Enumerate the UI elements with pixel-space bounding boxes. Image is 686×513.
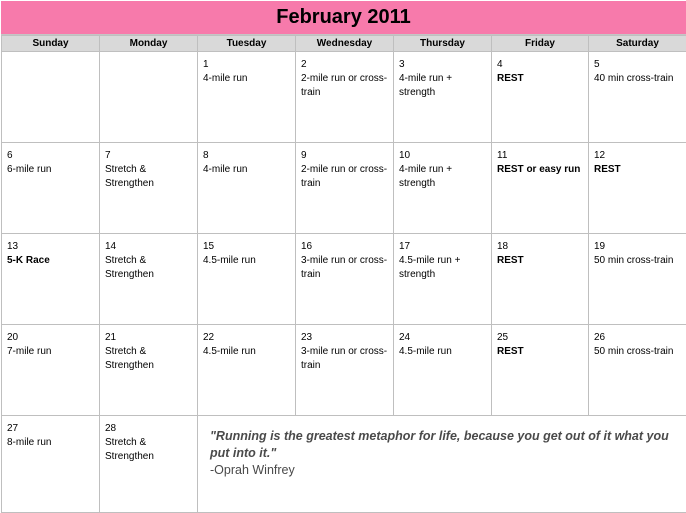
day-cell	[394, 143, 492, 234]
day-cell	[492, 234, 589, 325]
day-activity: 3-mile run or cross-train	[301, 254, 388, 282]
day-cell	[589, 234, 686, 325]
day-activity: 4-mile run + strength	[399, 163, 486, 191]
weekday-wednesday: Wednesday	[296, 36, 394, 52]
week-row	[2, 416, 686, 513]
day-number: 13	[7, 240, 94, 254]
day-cell	[589, 52, 686, 143]
quote-text: "Running is the greatest metaphor for life, because you get out of it what you put into it."	[210, 428, 676, 462]
day-activity: 4-mile run	[203, 163, 290, 177]
day-cell	[394, 325, 492, 416]
day-number: 5	[594, 58, 681, 72]
day-number: 19	[594, 240, 681, 254]
day-activity: REST	[497, 254, 583, 268]
day-activity: 3-mile run or cross-train	[301, 345, 388, 373]
day-cell	[394, 234, 492, 325]
day-cell	[100, 52, 198, 143]
day-number: 4	[497, 58, 583, 72]
day-cell	[394, 52, 492, 143]
day-activity: 2-mile run or cross-train	[301, 72, 388, 100]
day-activity: 4.5-mile run	[399, 345, 486, 359]
day-activity: 4.5-mile run + strength	[399, 254, 486, 282]
day-number: 17	[399, 240, 486, 254]
day-activity: 4-mile run + strength	[399, 72, 486, 100]
day-number: 24	[399, 331, 486, 345]
day-number: 3	[399, 58, 486, 72]
day-number: 12	[594, 149, 681, 163]
day-cell	[2, 234, 100, 325]
day-number: 15	[203, 240, 290, 254]
day-cell	[296, 52, 394, 143]
day-activity: 5-K Race	[7, 254, 94, 268]
day-number: 27	[7, 422, 94, 436]
day-number: 28	[105, 422, 192, 436]
day-cell	[492, 52, 589, 143]
day-number: 2	[301, 58, 388, 72]
weekday-header-row	[2, 36, 686, 52]
quote-cell	[198, 416, 686, 513]
week-row	[2, 52, 686, 143]
day-cell	[296, 325, 394, 416]
day-number: 6	[7, 149, 94, 163]
day-number: 23	[301, 331, 388, 345]
day-number: 10	[399, 149, 486, 163]
day-activity: 8-mile run	[7, 436, 94, 450]
day-number: 21	[105, 331, 192, 345]
day-activity: 7-mile run	[7, 345, 94, 359]
day-activity: 50 min cross-train	[594, 254, 681, 268]
day-number: 22	[203, 331, 290, 345]
day-activity: REST or easy run	[497, 163, 583, 177]
day-cell	[2, 325, 100, 416]
day-number: 7	[105, 149, 192, 163]
day-cell	[589, 325, 686, 416]
day-number: 9	[301, 149, 388, 163]
day-activity: 50 min cross-train	[594, 345, 681, 359]
day-cell	[2, 52, 100, 143]
day-cell	[2, 143, 100, 234]
day-number: 11	[497, 149, 583, 163]
day-number: 8	[203, 149, 290, 163]
day-number: 1	[203, 58, 290, 72]
weekday-friday: Friday	[492, 36, 589, 52]
day-cell	[2, 416, 100, 513]
day-activity: 6-mile run	[7, 163, 94, 177]
weekday-saturday: Saturday	[589, 36, 686, 52]
day-number: 25	[497, 331, 583, 345]
day-activity: REST	[497, 345, 583, 359]
day-cell	[100, 416, 198, 513]
day-activity: REST	[497, 72, 583, 86]
day-cell	[198, 143, 296, 234]
week-row	[2, 143, 686, 234]
weekday-thursday: Thursday	[394, 36, 492, 52]
day-activity: 4-mile run	[203, 72, 290, 86]
weekday-sunday: Sunday	[2, 36, 100, 52]
day-number: 14	[105, 240, 192, 254]
day-number: 20	[7, 331, 94, 345]
day-cell	[296, 234, 394, 325]
week-row	[2, 234, 686, 325]
day-activity: Stretch & Strengthen	[105, 163, 192, 191]
quote-author: -Oprah Winfrey	[210, 462, 676, 478]
day-activity: Stretch & Strengthen	[105, 345, 192, 373]
day-cell	[296, 143, 394, 234]
day-activity: REST	[594, 163, 681, 177]
weekday-tuesday: Tuesday	[198, 36, 296, 52]
day-cell	[100, 234, 198, 325]
calendar-title: February 2011	[1, 1, 686, 35]
day-activity: 4.5-mile run	[203, 345, 290, 359]
day-cell	[492, 143, 589, 234]
day-cell	[100, 143, 198, 234]
calendar-body	[2, 52, 686, 513]
day-cell	[100, 325, 198, 416]
day-activity: 2-mile run or cross-train	[301, 163, 388, 191]
calendar-grid	[1, 35, 686, 513]
day-cell	[589, 143, 686, 234]
day-cell	[492, 325, 589, 416]
day-number: 26	[594, 331, 681, 345]
day-cell	[198, 234, 296, 325]
week-row	[2, 325, 686, 416]
day-activity: Stretch & Strengthen	[105, 436, 192, 464]
day-number: 16	[301, 240, 388, 254]
day-number: 18	[497, 240, 583, 254]
weekday-monday: Monday	[100, 36, 198, 52]
day-activity: Stretch & Strengthen	[105, 254, 192, 282]
day-cell	[198, 52, 296, 143]
day-activity: 4.5-mile run	[203, 254, 290, 268]
day-activity: 40 min cross-train	[594, 72, 681, 86]
day-cell	[198, 325, 296, 416]
